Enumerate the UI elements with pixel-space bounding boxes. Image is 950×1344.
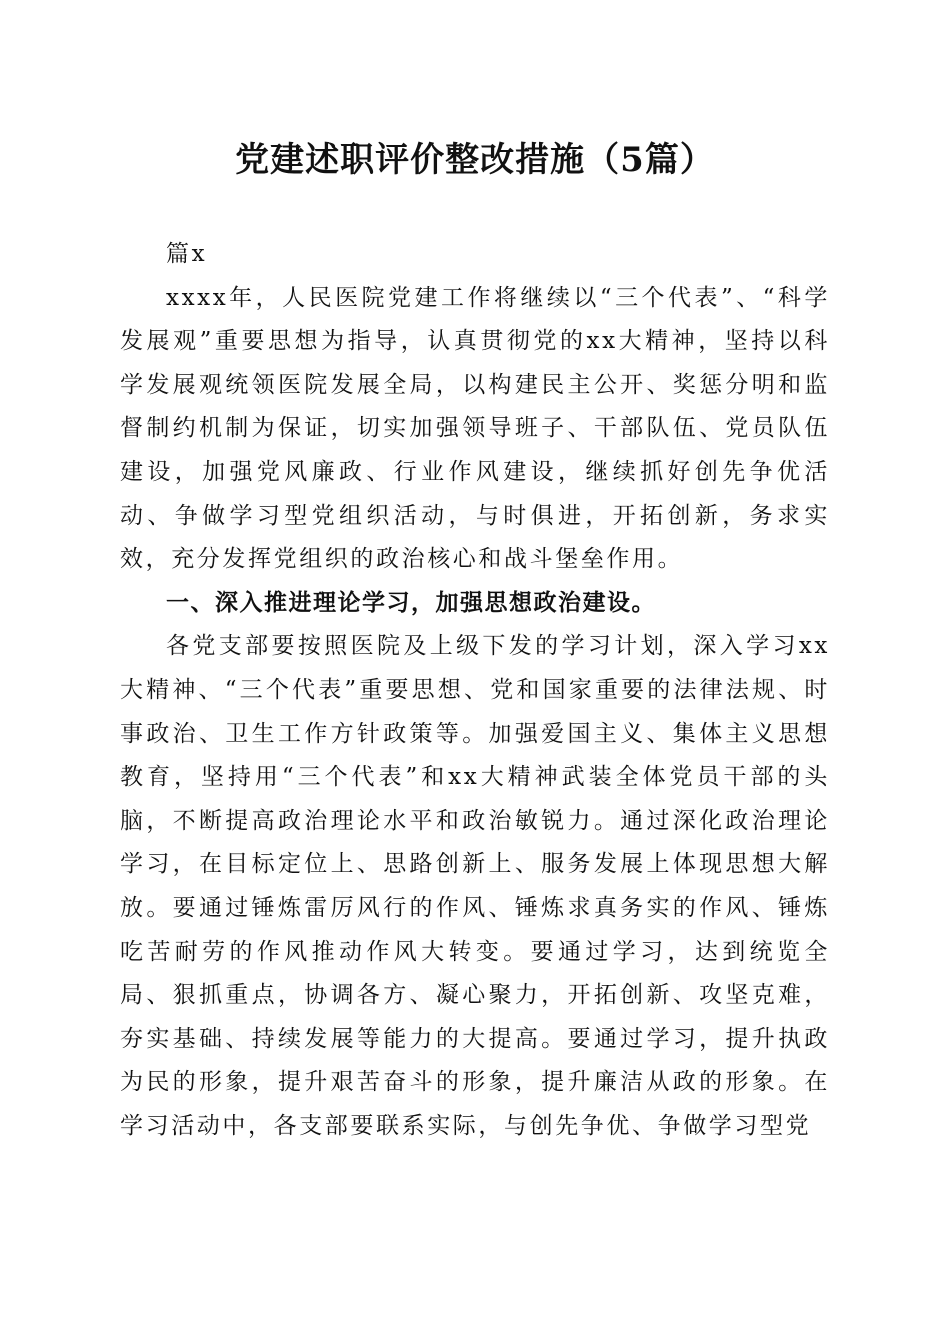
body-paragraph: 各党支部要按照医院及上级下发的学习计划，深入学习xx大精神、“三个代表”重要思想、党和国家重要的法律法规、时事政治、卫生工作方针政策等。加强爱国主义、集体主义思想教育，坚持用“三个代表”和xx大精神武装全体党员干部的头脑，不断提高政治理论水平和政治敏锐力。通过深化政治理论学习，在目标定位上、思路创新上、服务发展上体现思想大解放。要通过锤炼雷厉风行的作风、锤炼求真务实的作风、锤炼吃苦耐劳的作风推动作风大转变。要通过学习，达到统览全局、狠抓重点，协调各方、凝心聚力，开拓创新、攻坚克难，夯实基础、持续发展等能力的大提高。要通过学习，提升执政为民的形象，提升艰苦奋斗的形象，提升廉洁从政的形象。在学习活动中，各支部要联系实际，与创先争优、争做学习型党 bbox=[120, 633, 830, 1139]
intro-paragraph: xxxx年，人民医院党建工作将继续以“三个代表”、“科学发展观”重要思想为指导，认真贯彻党的xx大精神，坚持以科学发展观统领医院发展全局，以构建民主公开、奖惩分明和监督制约机制为保证，切实加强领导班子、干部队伍、党员队伍建设，加强党风廉政、行业作风建设，继续抓好创先争优活动、争做学习型党组织活动，与时俱进，开拓创新，务求实效，充分发挥党组织的政治核心和战斗堡垒作用。 bbox=[120, 284, 830, 573]
section-label: 篇x bbox=[166, 241, 208, 267]
section-heading: 一、深入推进理论学习，加强思想政治建设。 bbox=[166, 589, 656, 616]
document-body bbox=[120, 233, 830, 1148]
document-title: 党建述职评价整改措施（5篇） bbox=[235, 140, 715, 180]
